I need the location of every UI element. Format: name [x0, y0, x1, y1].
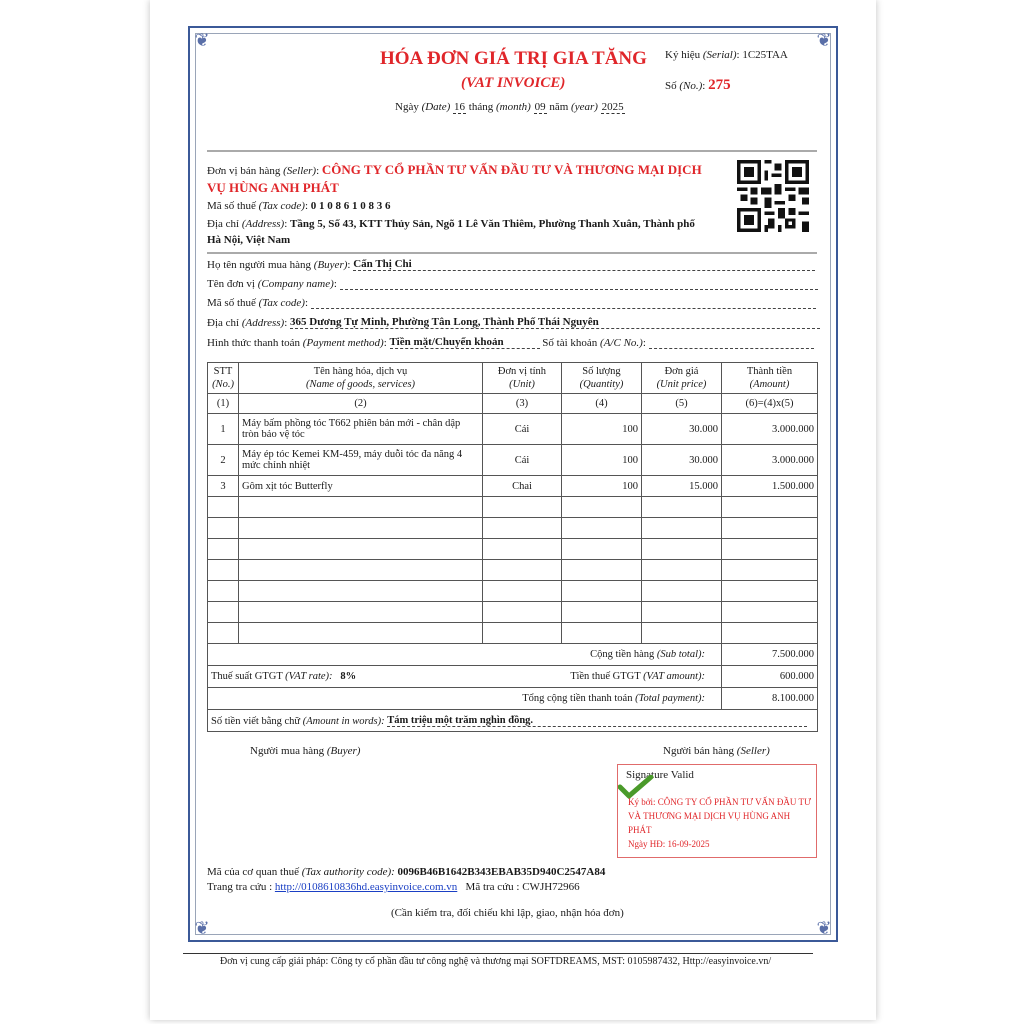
buyer-tax-value	[311, 296, 816, 309]
seller-address-line-2	[207, 234, 290, 246]
col-header-qty: Số lượng (Quantity)	[562, 363, 642, 394]
day-value: 16	[454, 101, 466, 113]
lookup-url-link[interactable]: http://0108610836hd.easyinvoice.com.vn	[274, 881, 458, 893]
row-unit: Chai	[483, 476, 562, 497]
account-value	[649, 336, 814, 349]
buyer-tax-label-en: (Tax code)	[258, 297, 305, 309]
seller-label: Đơn vị bán hàng	[207, 165, 281, 177]
row-name: Máy ép tóc Kemei KM-459, máy duỗi tóc đa năng 4 mức chỉnh nhiệt	[239, 445, 483, 476]
seller-tax-line: Mã số thuế (Tax code): 0 1 0 8 6 1 0 8 3 6	[207, 200, 391, 212]
words-label: Số tiền viết bằng chữ	[211, 715, 301, 727]
vat-row	[208, 666, 818, 688]
buyer-name: Cấn Thị Chi	[353, 258, 815, 271]
row-no: 1	[208, 414, 239, 445]
lookup-line	[207, 881, 580, 893]
footer-divider	[183, 953, 813, 954]
col-index: (6)=(4)x(5)	[722, 394, 818, 414]
empty-table-row	[208, 581, 818, 602]
seller-address-label: Địa chỉ	[207, 218, 240, 230]
empty-table-row	[208, 497, 818, 518]
amount-in-words: Tám triệu một trăm nghìn đồng.	[387, 715, 807, 727]
invoice-number-field: Số (No.): 275	[665, 77, 731, 93]
seller-tax-label: Mã số thuế	[207, 200, 256, 212]
lookup-label: Trang tra cứu :	[207, 881, 273, 893]
number-label-en: (No.)	[679, 80, 703, 92]
signed-date: Ngày HĐ: 16-09-2025	[628, 839, 710, 849]
buyer-tax-label: Mã số thuế	[207, 297, 256, 309]
row-amount: 3.000.000	[722, 445, 818, 476]
buyer-address: 365 Dương Tự Minh, Phường Tân Long, Thành Phố Thái Nguyên	[290, 316, 820, 329]
words-label-en: (Amount in words):	[302, 715, 385, 727]
serial-field: Ký hiệu (Serial): 1C25TAA	[665, 49, 788, 61]
invoice-title: HÓA ĐƠN GIÁ TRỊ GIA TĂNG	[380, 48, 647, 69]
seller-signature-label: Người bán hàng (Seller)	[663, 745, 770, 757]
table-row	[208, 445, 818, 476]
col-index: (3)	[483, 394, 562, 414]
seller-line: Đơn vị bán hàng (Seller): CÔNG TY CỔ PHẦN TƯ VẤN ĐẦU TƯ VÀ THƯƠNG MẠI DỊCH	[207, 162, 702, 177]
month-value: 09	[534, 101, 546, 113]
seller-name: CÔNG TY CỔ PHẦN TƯ VẤN ĐẦU TƯ VÀ THƯƠNG MẠI DỊCH	[321, 162, 702, 177]
lookup-code-label: Mã tra cứu :	[465, 881, 520, 893]
table-index-row	[208, 394, 818, 414]
row-unit: Cái	[483, 445, 562, 476]
buyer-address-label: Địa chỉ	[207, 317, 240, 329]
corner-ornament-icon: ❦	[816, 918, 832, 938]
row-qty: 100	[562, 445, 642, 476]
invoice-subtitle: (VAT INVOICE)	[461, 75, 566, 91]
vat-amount-value: 600.000	[722, 666, 818, 688]
buyer-signature-label: Người mua hàng (Buyer)	[250, 745, 361, 757]
payment-method: Tiền mặt/Chuyển khoản	[390, 336, 540, 349]
total-label: Tổng cộng tiền thanh toán (Total payment):	[208, 688, 722, 710]
buyer-address-label-en: (Address)	[241, 317, 285, 329]
vat-rate-label: Thuế suất GTGT (VAT rate):	[211, 671, 333, 682]
col-index: (1)	[208, 394, 239, 414]
corner-ornament-icon: ❦	[194, 918, 210, 938]
row-amount: 3.000.000	[722, 414, 818, 445]
col-header-unit: Đơn vị tính (Unit)	[483, 363, 562, 394]
empty-table-row	[208, 560, 818, 581]
month-label: tháng	[468, 101, 494, 113]
col-header-price: Đơn giá (Unit price)	[642, 363, 722, 394]
verification-note: (Cần kiểm tra, đối chiếu khi lập, giao, nhận hóa đơn)	[391, 907, 624, 919]
seller-tax-label-en: (Tax code)	[258, 200, 305, 212]
empty-table-row	[208, 623, 818, 644]
seller-address-label-en: (Address)	[241, 218, 285, 230]
serial-label: Ký hiệu	[665, 49, 701, 61]
row-name: Máy bấm phồng tóc T662 phiên bản mới - chân dập tròn bảo vệ tóc	[239, 414, 483, 445]
subtotal-row	[208, 644, 818, 666]
serial-label-en: (Serial)	[702, 49, 737, 61]
account-label: Số tài khoản	[542, 337, 598, 349]
col-header-name: Tên hàng hóa, dịch vụ (Name of goods, services)	[239, 363, 483, 394]
tax-authority-code: 0096B46B1642B343EBAB35D940C2547A84	[397, 866, 606, 878]
buyer-company-label-en: (Company name)	[257, 278, 334, 290]
row-qty: 100	[562, 476, 642, 497]
year-value: 2025	[601, 101, 624, 113]
col-index: (4)	[562, 394, 642, 414]
row-qty: 100	[562, 414, 642, 445]
amount-in-words-cell	[208, 710, 818, 732]
empty-table-row	[208, 602, 818, 623]
buyer-company-label: Tên đơn vị	[207, 278, 255, 290]
row-unit: Cái	[483, 414, 562, 445]
row-no: 3	[208, 476, 239, 497]
year-label: năm	[549, 101, 569, 113]
vat-amount-label: Tiền thuế GTGT (VAT amount):	[570, 671, 705, 682]
payment-label-en: (Payment method)	[302, 337, 384, 349]
seller-address: Tầng 5, Số 43, KTT Thủy Sản, Ngõ 1 Lê Văn Thiêm, Phường Thanh Xuân, Thành phố	[290, 218, 695, 230]
payment-label: Hình thức thanh toán	[207, 337, 301, 349]
col-index: (2)	[239, 394, 483, 414]
serial-value: 1C25TAA	[742, 49, 788, 61]
corner-ornament-icon: ❦	[816, 30, 832, 50]
vat-cell	[208, 666, 722, 688]
table-row	[208, 414, 818, 445]
buyer-tax-line: Mã số thuế (Tax code):	[207, 296, 816, 309]
signature-valid-text: Signature Valid	[626, 769, 694, 781]
payment-line: Hình thức thanh toán (Payment method): Tiền mặt/Chuyển khoản Số tài khoản (A/C No.):	[207, 336, 814, 349]
seller-tax-code: 0 1 0 8 6 1 0 8 3 6	[310, 200, 391, 212]
seller-address-line: Địa chỉ (Address): Tầng 5, Số 43, KTT Thủy Sản, Ngõ 1 Lê Văn Thiêm, Phường Thanh Xuân, Thành phố	[207, 218, 695, 230]
buyer-name-label-en: (Buyer)	[313, 259, 348, 271]
row-price: 15.000	[642, 476, 722, 497]
account-label-en: (A/C No.)	[600, 337, 643, 349]
day-label: Ngày	[395, 101, 419, 113]
buyer-name-label: Họ tên người mua hàng	[207, 259, 312, 271]
seller-line-2	[207, 180, 339, 196]
provider-info: Đơn vị cung cấp giải pháp: Công ty cổ phần đầu tư công nghệ và thương mại SOFTDREAMS, MST: 0105987432, Http://easyinvoice.vn/	[220, 956, 772, 967]
col-header-no: STT (No.)	[208, 363, 239, 394]
tax-authority-line: Mã của cơ quan thuế (Tax authority code): 0096B46B1642B343EBAB35D940C2547A84	[207, 866, 606, 878]
digital-signature-box	[617, 764, 817, 858]
col-header-amount: Thành tiền (Amount)	[722, 363, 818, 394]
row-no: 2	[208, 445, 239, 476]
table-header-row	[208, 363, 818, 394]
table-row	[208, 476, 818, 497]
invoice-date	[395, 101, 625, 113]
items-table	[207, 362, 818, 732]
row-price: 30.000	[642, 445, 722, 476]
amount-in-words-row	[208, 710, 818, 732]
buyer-address-line: Địa chỉ (Address): 365 Dương Tự Minh, Phường Tân Long, Thành Phố Thái Nguyên	[207, 316, 820, 329]
empty-table-row	[208, 518, 818, 539]
signature-details	[628, 795, 813, 851]
month-label-en: (month)	[496, 101, 531, 113]
row-price: 30.000	[642, 414, 722, 445]
corner-ornament-icon: ❦	[194, 30, 210, 50]
empty-table-row	[208, 539, 818, 560]
row-name: Gôm xịt tóc Butterfly	[239, 476, 483, 497]
year-label-en: (year)	[571, 101, 598, 113]
total-row	[208, 688, 818, 710]
buyer-name-line: Họ tên người mua hàng (Buyer): Cấn Thị Chi	[207, 258, 815, 271]
vat-rate-value: 8%	[340, 671, 357, 682]
subtotal-value: 7.500.000	[722, 644, 818, 666]
buyer-company-value	[340, 277, 818, 290]
subtotal-label: Cộng tiền hàng (Sub total):	[208, 644, 722, 666]
row-amount: 1.500.000	[722, 476, 818, 497]
divider	[207, 252, 817, 254]
day-label-en: (Date)	[421, 101, 451, 113]
seller-name-cont: VỤ HÙNG ANH PHÁT	[207, 180, 339, 195]
total-value: 8.100.000	[722, 688, 818, 710]
seller-label-en: (Seller)	[283, 165, 317, 177]
buyer-company-line: Tên đơn vị (Company name):	[207, 277, 818, 290]
seller-address-cont: Hà Nội, Việt Nam	[207, 234, 291, 246]
invoice-number: 275	[708, 77, 731, 93]
divider	[207, 150, 817, 152]
number-label: Số	[665, 80, 677, 92]
col-index: (5)	[642, 394, 722, 414]
lookup-code: CWJH72966	[522, 881, 580, 893]
signed-by: Ký bởi: CÔNG TY CỔ PHẦN TƯ VẤN ĐẦU TƯ VÀ THƯƠNG MẠI DỊCH VỤ HÙNG ANH PHÁT	[628, 797, 811, 835]
qr-code-icon	[737, 160, 809, 232]
